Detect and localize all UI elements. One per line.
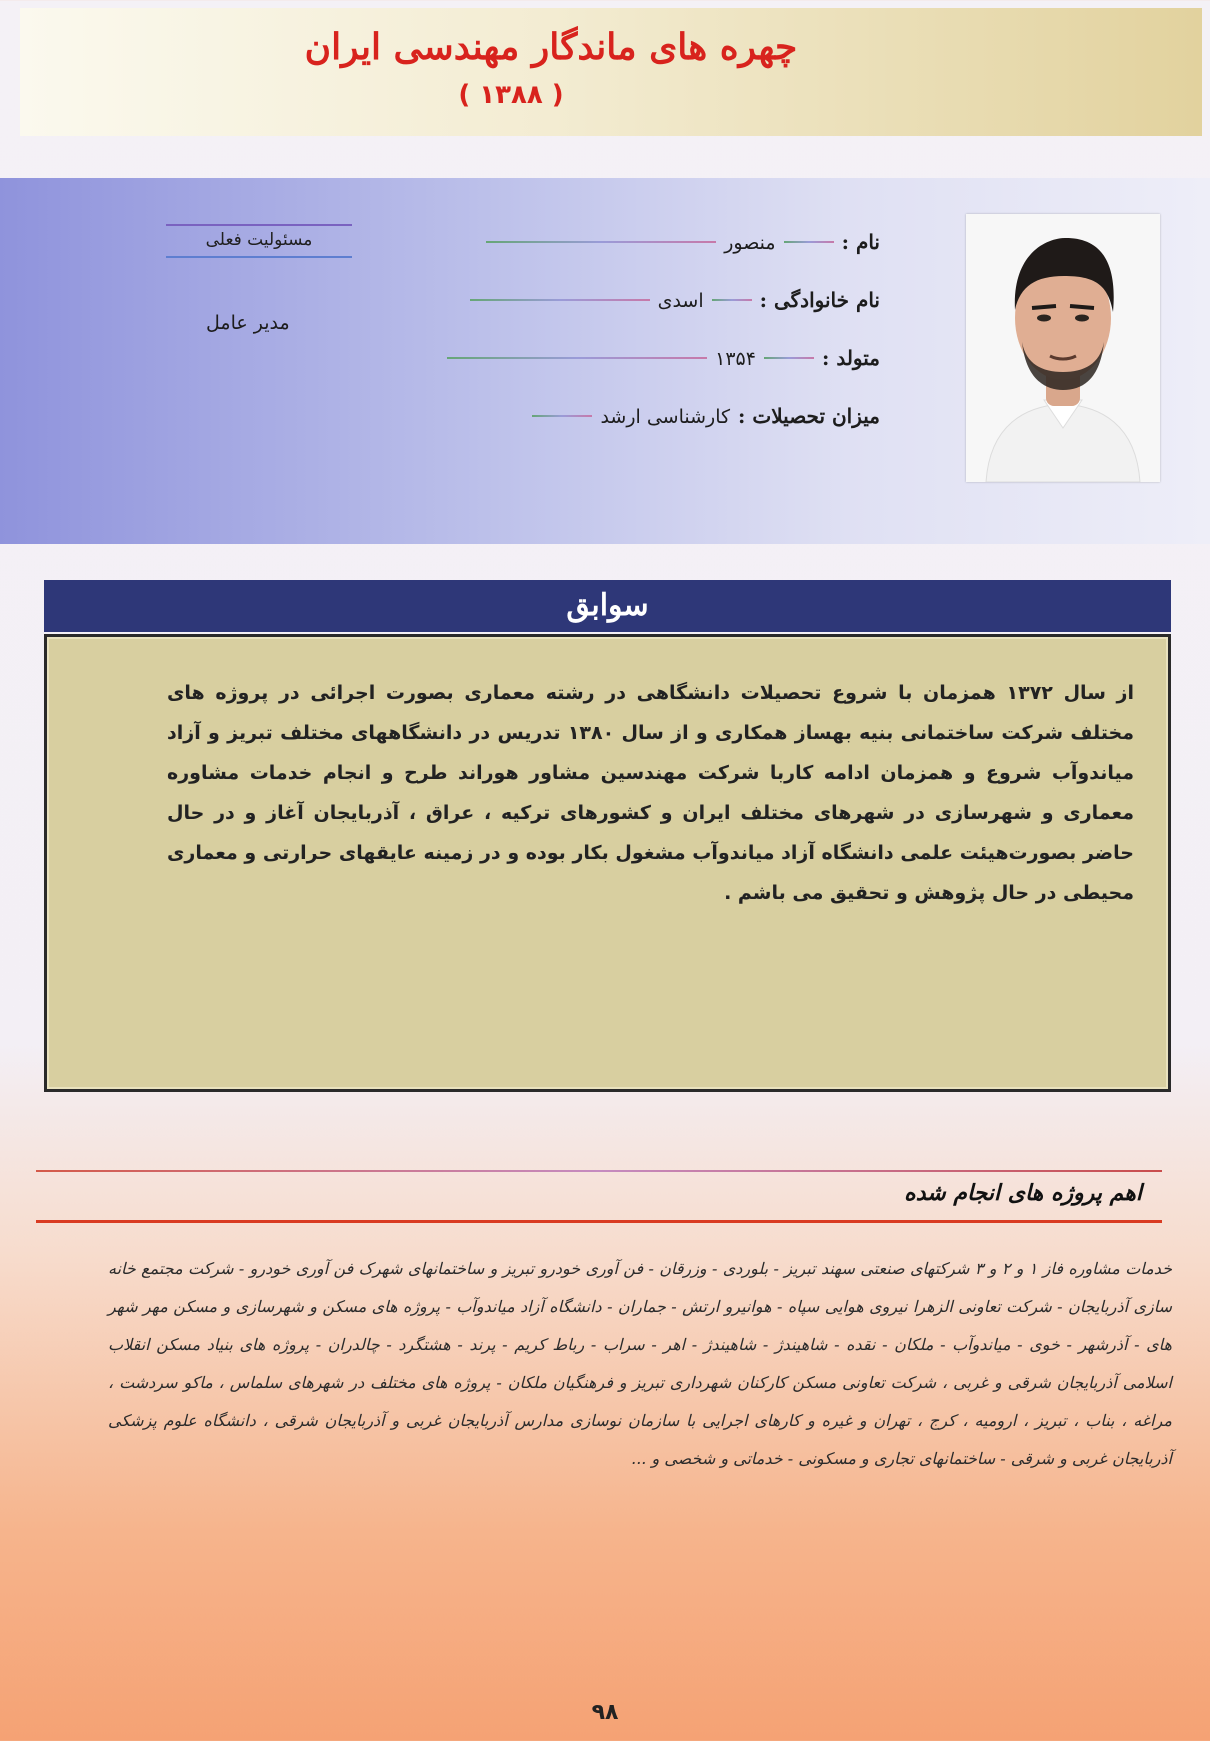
history-text: از سال ۱۳۷۲ همزمان با شروع تحصیلات دانشگاهی در رشته معماری بصورت اجرائی در پروژه های مختلف شرکت ساختمانی بنیه بهساز همکاری و از سال ۱۳۸۰ تدریس در دانشگاههای مختلف تبریز و آزاد میاندوآب شروع و همزمان ادامه کاربا شرکت مهندسین مشاور هوراند طرح و انجام خدمات مشاوره معماری و شهرسازی در شهرهای مختلف ایران و کشورهای ترکیه ، عراق ، آذربایجان آغاز و در حال حاضر بصورت‌هیئت علمی دانشگاه آزاد میاندوآب مشغول بکار بوده و در زمینه عایقهای حرارتی و معماری محیطی در حال پژوهش و تحقیق می باشم . [167,682,1134,904]
birth-year-label: متولد : [821,346,880,370]
page-number: ۹۸ [591,1700,619,1725]
page-year: ( ۱۳۸۸ ) [458,80,564,110]
projects-heading-area [36,1170,1162,1226]
current-role-label: مسئولیت فعلی [166,224,352,258]
divider [36,1170,1162,1172]
underline [532,415,592,417]
divider [36,1220,1162,1223]
underline [486,241,716,243]
underline [764,357,814,359]
page-header [20,8,1202,136]
history-title: سوابق [44,580,1171,632]
education-field [532,404,880,428]
education-label: میزان تحصیلات : [738,404,880,428]
education-value: کارشناسی ارشد [600,406,731,428]
portrait-photo [966,214,1160,482]
profile-panel [0,178,1210,544]
underline [470,299,650,301]
portrait-icon [966,214,1160,482]
birth-year-field [447,346,880,370]
current-role-value: مدیر عامل [206,312,290,334]
birth-year-value: ۱۳۵۴ [715,348,756,370]
last-name-value: اسدی [657,290,704,312]
first-name-label: نام : [841,230,880,254]
projects-title: اهم پروژه های انجام شده [904,1180,1142,1206]
last-name-field [470,288,880,312]
first-name-field [486,230,880,254]
first-name-value: منصور [724,232,776,254]
history-box [44,634,1171,1092]
projects-text: خدمات مشاوره فاز ۱ و ۲ و ۳ شرکتهای صنعتی سهند تبریز - بلوردی - وزرقان - فن آوری خودرو تبریز و ساختمانهای شهرک فن آوری خودرو - شرکت مجتمع خانه سازی آذربایجان - شرکت تعاونی الزهرا نیروی هوایی سپاه - هوانیرو ارتش - جماران - دانشگاه آزاد میاندوآب - پروژه های مسکن و شهرسازی و مسکن مهر شهر های - آذرشهر - خوی - میاندوآب - ملکان - نقده - شاهیندژ - شاهیندژ - اهر - سراب - رباط کریم - پرند - هشتگرد - چالدران - پروژه های بنیاد مسکن انقلاب اسلامی آذربایجان شرقی و غربی ، شرکت تعاونی مسکن کارکنان شهرداری تبریز و فرهنگیان ملکان - پروژه های مختلف در شهرهای سلماس ، ماکو سردشت ، مراغه ، بناب ، تبریز ، ارومیه ، کرج ، تهران و غیره و کارهای اجرایی با سازمان نوسازی مدارس آذربایجان غربی و آذربایجان شرقی ، دانشگاه علوم پزشکی آذربایجان غربی و شرقی - ساختمانهای تجاری و مسکونی - خدماتی و شخصی و ... [108,1259,1173,1468]
underline [712,299,752,301]
last-name-label: نام خانوادگی : [759,288,880,312]
underline [447,357,707,359]
page-title: چهره های ماندگار مهندسی ایران [304,26,798,68]
underline [784,241,834,243]
